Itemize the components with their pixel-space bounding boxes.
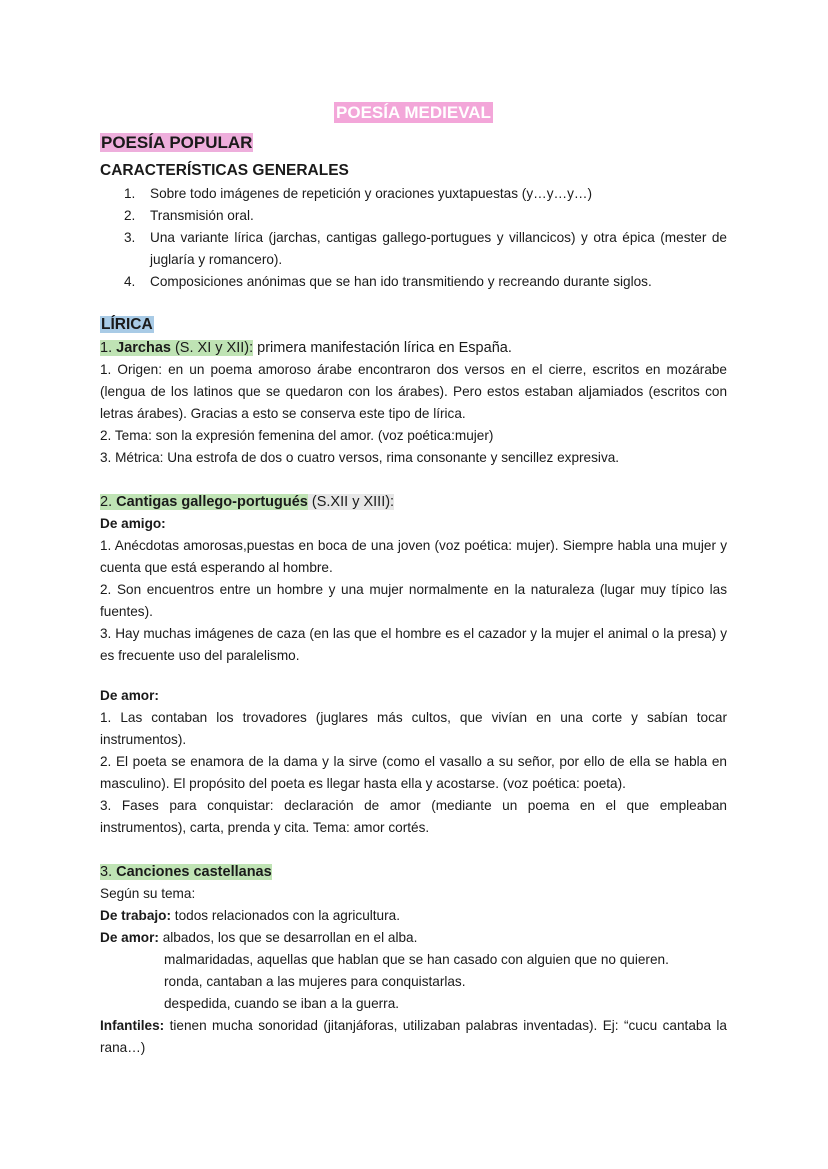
- amigo-line: 1. Anécdotas amorosas,puestas en boca de una joven (voz poética: mujer). Siempre habla una mujer y cuenta que está esperando al hombre.: [100, 538, 727, 575]
- amor-line: 1. Las contaban los trovadores (juglares más cultos, que vivían en una corte y sabían tocar instrumentos).: [100, 710, 727, 747]
- list-item: 1. Sobre todo imágenes de repetición y oraciones yuxtapuestas (y…y…y…): [124, 186, 593, 201]
- jarchas-metrica: 3. Métrica: Una estrofa de dos o cuatro versos, rima consonante y sencillez expresiva.: [100, 450, 620, 465]
- document-content: [100, 102, 727, 1059]
- list-item: 2. Transmisión oral.: [124, 208, 254, 223]
- spacer: [100, 667, 727, 685]
- list-item: 4. Composiciones anónimas que se han ido transmitiendo y recreando durante siglos.: [124, 274, 652, 289]
- canciones-infantiles: Infantiles: tienen mucha sonoridad (jitanjáforas, utilizaban palabras inventadas). Ej: “cucu cantaba la rana…): [100, 1018, 727, 1055]
- amor-line: 2. El poeta se enamora de la dama y la sirve (como el vasallo a su señor, por ello de ella se habla en masculino). El propósito del poeta es llegar hasta ella y acostarse. (voz poética: poeta).: [100, 754, 727, 791]
- canciones-heading: 3. Canciones castellanas: [100, 864, 272, 880]
- jarchas-tema: 2. Tema: son la expresión femenina del amor. (voz poética:mujer): [100, 428, 494, 443]
- amigo-line: 3. Hay muchas imágenes de caza (en las que el hombre es el cazador y la mujer el animal o la presa) y es frecuente uso del paralelismo.: [100, 626, 727, 663]
- canciones-amor-sub: ronda, cantaban a las mujeres para conquistarlas.: [164, 974, 466, 989]
- title-row: [100, 102, 727, 125]
- list-item: 3. Una variante lírica (jarchas, cantigas gallego-portugues y villancicos) y otra épica (mester de juglaría y romancero).: [124, 230, 727, 267]
- canciones-amor-sub: malmaridadas, aquellas que hablan que se han casado con alguien que no quieren.: [164, 952, 669, 967]
- amor-line: 3. Fases para conquistar: declaración de amor (mediante un poema en el que empleaban instrumentos), carta, prenda y cita. Tema: amor cortés.: [100, 798, 727, 835]
- section-heading-lirica: LÍRICA: [101, 316, 153, 333]
- jarchas-heading: 1. Jarchas (S. XI y XII): primera manifestación lírica en España.: [100, 340, 512, 356]
- canciones-intro: Según su tema:: [100, 886, 196, 901]
- canciones-trabajo: De trabajo: todos relacionados con la agricultura.: [100, 908, 400, 923]
- subheading-caracteristicas: CARACTERÍSTICAS GENERALES: [100, 162, 349, 179]
- canciones-amor-sub: despedida, cuando se iban a la guerra.: [164, 996, 400, 1011]
- de-amor-label: De amor:: [100, 688, 159, 703]
- cantigas-heading: 2. Cantigas gallego-portugués (S.XII y XIII):: [100, 494, 395, 510]
- caracteristicas-list: [100, 183, 727, 293]
- document-title: POESÍA MEDIEVAL: [336, 103, 491, 122]
- canciones-amor: De amor: albados, los que se desarrollan en el alba.: [100, 930, 418, 945]
- jarchas-origen: 1. Origen: en un poema amoroso árabe encontraron dos versos en el cierre, escritos en mozárabe (lengua de los latinos que se quedaron con los árabes). Pero estos estaban aljamiados (escritos con letras árabes). Gracias a esto se conserva este tipo de lírica.: [100, 362, 727, 421]
- section-heading-poesia-popular: POESÍA POPULAR: [101, 133, 253, 152]
- de-amigo-label: De amigo:: [100, 516, 166, 531]
- amigo-line: 2. Son encuentros entre un hombre y una mujer normalmente en la naturaleza (lugar muy típico las fuentes).: [100, 582, 727, 619]
